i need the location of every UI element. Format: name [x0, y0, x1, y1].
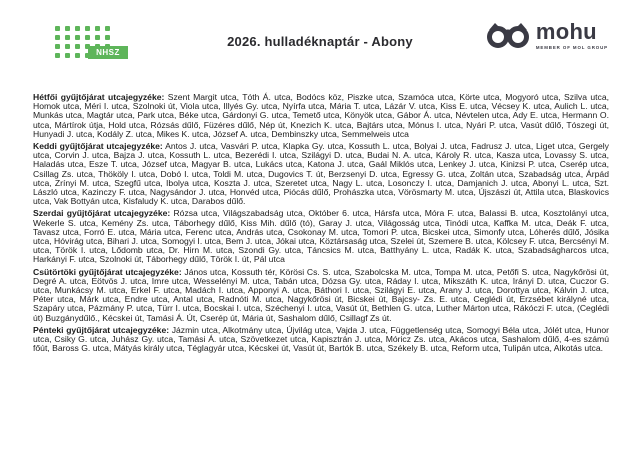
schedule-tuesday — [33, 142, 609, 206]
schedule-friday-streets: Jázmin utca, Alkotmány utca, Újvilág utca, Vajda J. utca, Függetlenség utca, Somogyi Béla utca, Jólét utca, Hunor utca, Csiky G. utca, Juhász Gy. utca, Tamási Á. utca, Szövetkezet utca, Kapisztrán J. utca, Móricz Zs. utca, Akácos utca, Sashalom dűlő, 4-es számú főút, Baross G. utca, Mátyás király utca, Téglagyár utca, Kécskei út, Vasút út, Bartók B. utca, Székely B. utca, Reform utca, Tulipán utca, Alkotás utca. — [33, 324, 610, 354]
mohu-text-column — [535, 18, 608, 50]
nhsz-logo-wordmark: NHSZ — [88, 46, 128, 59]
page-title: 2026. hulladéknaptár - Abony — [227, 34, 413, 49]
schedule-thursday — [33, 268, 609, 323]
schedule-monday-streets: Szent Margit utca, Tóth Á. utca, Bodócs köz, Piszke utca, Szamóca utca, Körte utca, Mogyoró utca, Szilva utca, Homok utca, Méri I. utca, Szolnoki út, Viola utca, Illyés Gy. utca, Nyírfa utca, Mária T. utca, Lázár V. utca, Kiss E. utca, Vécsey K. utca, Aulich L. utca, Munkás utca, Magtár utca, Park utca, Béke utca, Gárdonyi G. utca, Temető utca, Könyök utca, Gábor Á. utca, Névtelen utca, Ady E. utca, Hermann O. utca, Mártírok útja, Hold utca, Rózsás dűlő, Füzéres dűlő, Nép út, Knezich K. utca, Bajtárs utca, Mónus I. utca, Nyári P. utca, Vasút dűlő, Tószegi út, Hunyadi J. utca, Kodály Z. utca, Mikes K. utca, József A. utca, Dembinszky utca, Semmelweis utca — [33, 92, 609, 139]
schedule-monday — [33, 93, 609, 139]
schedule-monday-label: Hétfői gyűjtőjárat utcajegyzéke: — [33, 92, 165, 102]
schedule-thursday-streets: János utca, Kossuth tér, Körösi Cs. S. utca, Szabolcska M. utca, Tompa M. utca, Petőfi S. utca, Nagykőrösi út, Degré A. utca, Eötvös J. utca, Imre utca, Wesselényi M. utca, Tabán utca, Dózsa Gy. utca, Ráday I. utca, Mikszáth K. utca, Irányi D. utca, Cuczor G. utca, Munkácsy M. utca, Erkel F. utca, Madách I. utca, Apponyi A. utca, Báthori I. utca, Szilágyi E. utca, Arany J. utca, Dorottya utca, Kálvin J. utca, Péter utca, Márk utca, Endre utca, Antal utca, Radnóti M. utca, Nagykőrösi út, Bicskei út, Bajcsy- Zs. E. utca, Ceglédi út, Erzsébet királyné utca, Szapáry utca, Pázmány P. utca, Türr I. utca, Bocskai I. utca, Széchenyi I. utca, Vasút út, Bethlen G. utca, Luther Márton utca, Rákóczi F. utca, (Ceglédi út) Buzgánydűlő., Kécskei út, Tamási Á. Út, Cserép út, Mária út, Sashalom dűlő, Csillagf Zs út. — [33, 266, 609, 323]
mohu-wordmark: mohu — [535, 18, 597, 44]
mohu-owl-icon — [486, 20, 530, 50]
schedule-wednesday-streets: Rózsa utca, Világszabadság utca, Október 6. utca, Hársfa utca, Móra F. utca, Balassi B. utca, Kosztolányi utca, Wekerle S. utca, Kemény Zs. utca, Táborhegy dűlő, Kiss Mih. dűlő (tó), Garay J. utca, Világosság utca, Tinódi utca, Kaffka M. utca, Deák F. utca, Tavasz utca, Forró E. utca, Mária utca, Ferenc utca, András utca, Csokonay M. utca, Tomori P. utca, Bicskei utca, Simonfy utca, Lóherés dűlő, Jósika utca, Hóvirág utca, Bihari J. utca, Somogyi I. utca, Bem J. utca, Jókai utca, Köztársaság utca, Szelei út, Szemere B. utca, Kölcsey F. utca, Bercsényi M. utca, Török I. utca, Lődomb utca, Dr. Hirn M. utca, Szondi Gy. utca, Táncsics M. utca, Batthyány L. utca, Radák K. utca, Szabadságharcos utca, Harkányi F. utca, Szolnoki út, Táborhegy dűlő, Török I. út, Pál utca — [33, 208, 609, 265]
schedule-wednesday — [33, 209, 609, 264]
page-header — [0, 18, 640, 80]
schedule-wednesday-label: Szerdai gyűjtőjárat utcajegyzéke: — [33, 208, 171, 219]
schedule-tuesday-label: Keddi gyűjtőjárat utcajegyzéke: — [33, 141, 163, 152]
schedule-friday — [33, 326, 609, 354]
schedule-thursday-label: Csütörtöki gyűjtőjárat utcajegyzéke: — [33, 266, 182, 277]
schedule-tuesday-streets: Antos J. utca, Vasvári P. utca, Klapka Gy. utca, Kossuth L. utca, Bolyai J. utca, Fadrusz J. utca, Liget utca, Gergely utca, Corvin J. utca, Bajza J. utca, Kossuth L. utca, Bezerédi I. utca, Szilágyi D. utca, Budai N. A. utca, Károly R. utca, Kasza utca, Lovassy S. utca, Haladás utca, Esze T. utca, József utca, Magyar B. utca, Lukács utca, Katona J. utca, Gaál Miklós utca, Lenkey J. utca, Kinizsi P. utca, Cserép utca, Csillag Zs. utca, Thököly I. utca, Dobó I. utca, Toldi M. utca, Dugovics T. út, Berzsenyi D. utca, Egressy G. utca, Zoltán utca, Szabadság utca, Árpád utca, Zrínyi M. utca, Szegfű utca, Ibolya utca, Koszta J. utca, Szeretet utca, Nagy L. utca, Losonczy I. utca, Damjanich J. utca, Abonyi L. utca, Szt. László utca, Kazinczy F. utca, Nagysándor J. utca, Honvéd utca, Piócás dűlő, Prohászka utca, Vörösmarty M. utca, Újszászi út, Attila utca, Blaskovics utca, Vak Bottyán utca, Kisfaludy K. utca, Darabos dűlő. — [33, 141, 609, 207]
nhsz-logo — [55, 26, 127, 68]
schedule-friday-label: Pénteki gyűjtőjárat utcajegyzéke: — [33, 324, 170, 335]
street-list-section — [33, 93, 609, 356]
mohu-logo — [486, 20, 608, 50]
mohu-tagline: MEMBER OF MOL GROUP — [535, 44, 608, 50]
